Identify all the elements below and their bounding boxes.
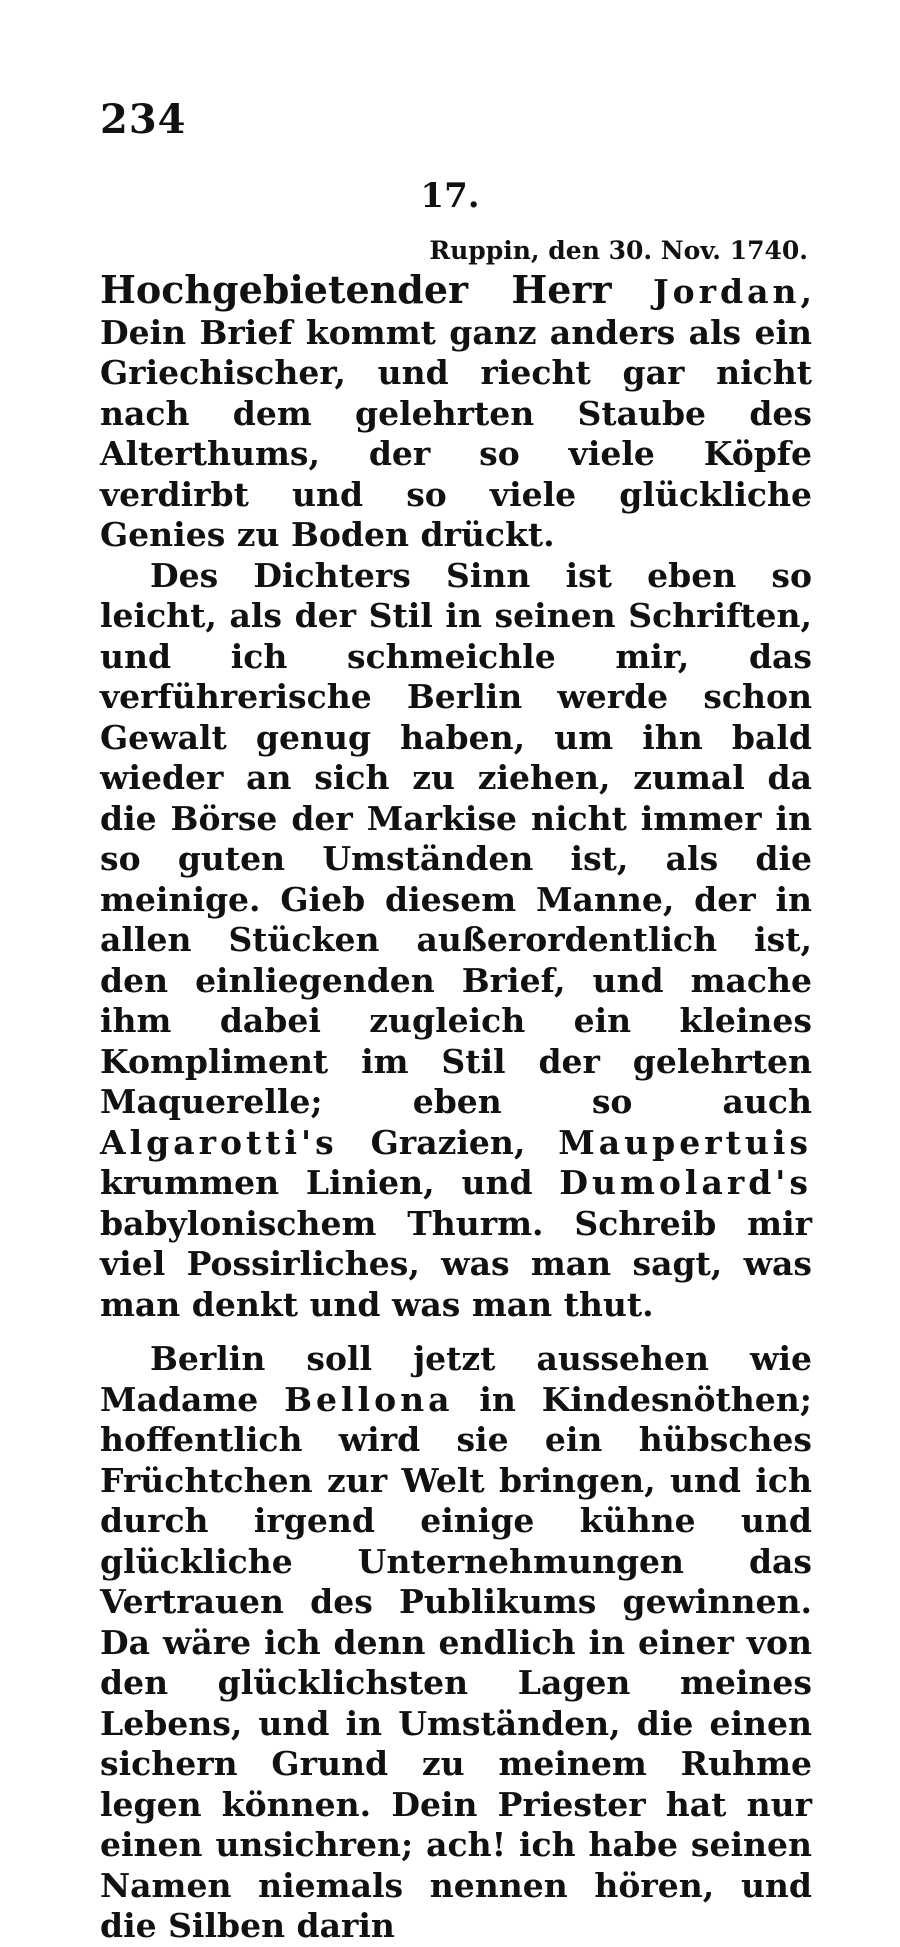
paragraph-1-text: , Dein Brief kommt ganz anders als ein Griechischer, und riecht gar nicht nach dem gelehrten Staube des Alterthums, der so viele Köpfe verdirbt und so viele glückliche Genies zu Boden drückt. [100,272,812,554]
name-bellona: Bellona [284,1379,454,1419]
paragraph-2-text-a: Des Dichters Sinn ist eben so leicht, als der Stil in seinen Schriften, und ich schmeichle mir, das verführerische Berlin werde schon Gewalt genug haben, um ihn bald wieder an sich zu ziehen, zumal da die Börse der Markise nicht immer in so guten Umständen ist, als die meinige. Gieb diesem Manne, der in allen Stücken außerordentlich ist, den einliegenden Brief, und mache ihm dabei zugleich ein kleines Kompliment im Stil der gelehrten Maquerelle; eben so auch [100,555,812,1121]
name-algarotti: Algarotti's [100,1122,338,1162]
salutation: Hochgebietender Herr [100,267,612,312]
name-maupertuis: Maupertuis [558,1122,812,1162]
paragraph-3 [100,1339,812,1947]
letter-body [100,267,812,1947]
paragraph-2-text-d: babylonischem Thurm. Schreib mir viel Possirliches, was man sagt, was man denkt und was man thut. [100,1203,812,1324]
recipient-name: Jordan [653,272,801,311]
paragraph-2 [100,556,812,1326]
page-number: 234 [100,96,187,143]
paragraph-2-text-c: krummen Linien, und [100,1163,533,1202]
paragraph-3-text-b: in Kindesnöthen; hoffentlich wird sie ein hübsches Früchtchen zur Welt bringen, und ich durch irgend einige kühne und glückliche Unternehmungen das Vertrauen des Publikums gewinnen. Da wäre ich denn endlich in einer von den glücklichsten Lagen meines Lebens, und in Umständen, die einen sichern Grund zu meinem Ruhme legen können. Dein Priester hat nur einen unsichren; ach! ich habe seinen Namen niemals nennen hören, und die Silben darin [100,1379,812,1945]
paragraph-1 [100,267,812,556]
name-dumolard: Dumolard's [559,1163,812,1202]
paragraph-2-text-b: Grazien, [370,1122,526,1162]
paragraph-3-text-a: Berlin soll jetzt aussehen wie Madame [100,1339,812,1419]
dateline: Ruppin, den 30. Nov. 1740. [429,236,808,265]
letter-number: 17. [420,176,480,216]
